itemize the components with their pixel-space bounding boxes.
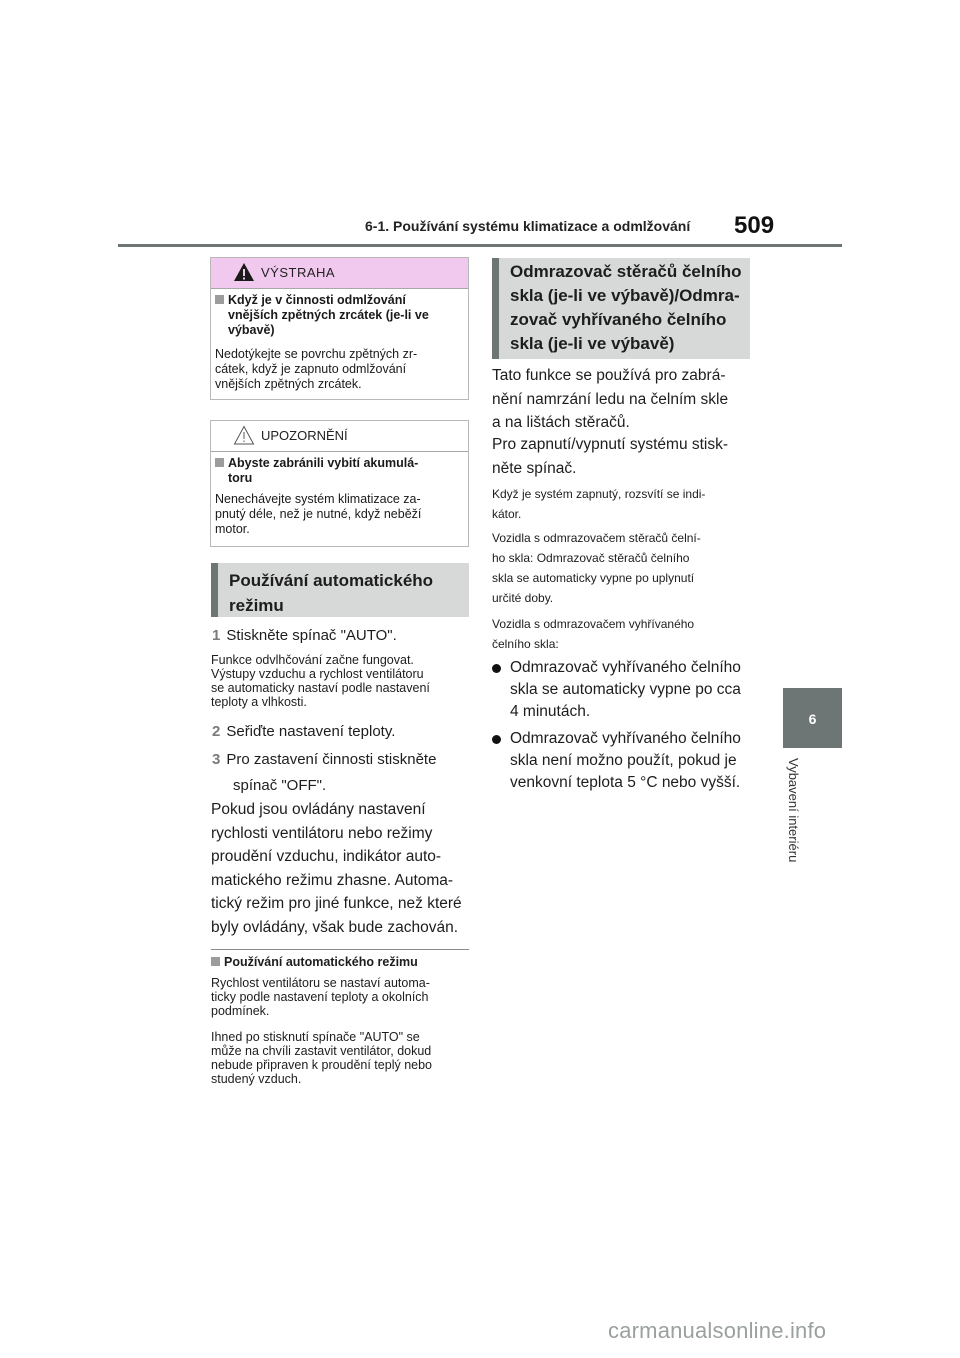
warning-box — [210, 257, 469, 400]
caution-title: UPOZORNĚNÍ — [261, 428, 348, 443]
sub-section-note-1: Rychlost ventilátoru se nastaví automa- ticky podle nastavení teploty a okolních podmínek. — [211, 976, 430, 1018]
section-title: 6-1. Používání systému klimatizace a odmlžování — [365, 218, 691, 234]
step-3: 3 Pro zastavení činnosti stiskněte spínač "OFF". — [212, 751, 437, 794]
step-1: 1 Stiskněte spínač "AUTO". — [212, 627, 397, 644]
caution-header — [211, 421, 468, 451]
warning-body: Nedotýkejte se povrchu zpětných zr- cátek, když je zapnuto odmlžování vnějších zpětných zrcátek. — [215, 347, 418, 391]
square-bullet-icon — [215, 458, 224, 467]
defroster-bullet-2: Odmrazovač vyhřívaného čelního skla není možno použít, pokud je venkovní teplota 5 °C nebo vyšší. — [510, 730, 741, 791]
caution-divider — [211, 451, 468, 452]
caution-body: Nenechávejte systém klimatizace za- pnutý déle, než je nutné, když neběží motor. — [215, 492, 422, 536]
bullet-dot-icon — [492, 735, 501, 744]
caution-subheading: Abyste zabránili vybití akumulá- toru — [215, 456, 467, 486]
header-rule — [118, 244, 842, 247]
defroster-paragraph-1: Tato funkce se používá pro zabrá- nění namrzání ledu na čelním skle a na lištách stěračů. — [492, 367, 729, 431]
warning-title: VÝSTRAHA — [261, 265, 336, 280]
chapter-title-text: Vybavení interiéru — [786, 758, 801, 863]
defroster-note-1: Když je systém zapnutý, rozsvítí se indi- kátor. — [492, 487, 706, 521]
watermark: carmanualsonline.info — [608, 1318, 827, 1343]
warning-triangle-outline-icon — [233, 425, 255, 445]
auto-mode-paragraph: Pokud jsou ovládány nastavení rychlosti ventilátoru nebo režimy proudění vzduchu, indikátor auto- matického režimu zhasne. Automa- tický režim pro jiné funkce, než které byly ovládány, však bude zachován. — [211, 801, 462, 936]
section-heading-defroster: Odmrazovač stěračů čelního skla (je-li ve výbavě)/Odmra- zovač vyhřívaného čelního skla (je-li ve výbavě) — [492, 258, 750, 359]
sub-section-heading: Používání automatického režimu — [211, 955, 418, 969]
defroster-paragraph-2: Pro zapnutí/vypnutí systému stisk- něte spínač. — [492, 436, 729, 477]
bullet-dot-icon — [492, 664, 501, 673]
square-bullet-icon — [215, 295, 224, 304]
warning-triangle-filled-icon — [233, 262, 255, 282]
section-heading-auto-mode: Používání automatického režimu — [211, 563, 469, 617]
defroster-note-3: Vozidla s odmrazovačem vyhřívaného čelního skla: — [492, 617, 695, 651]
sub-section-rule — [211, 949, 469, 950]
warning-subheading: Když je v činnosti odmlžování vnějších zpětných zrcátek (je-li ve výbavě) — [215, 293, 467, 338]
step-2: 2 Seřiďte nastavení teploty. — [212, 723, 396, 740]
warning-divider — [211, 288, 468, 289]
sub-section-note-2: Ihned po stisknutí spínače "AUTO" se může na chvíli zastavit ventilátor, dokud nebude připraven k proudění teplý nebo studený vzduch. — [211, 1030, 432, 1086]
chapter-number: 6 — [808, 711, 817, 727]
step-1-note: Funkce odvlhčování začne fungovat. Výstupy vzduchu a rychlost ventilátoru se automaticky nastaví podle nastavení teploty a vlhkosti. — [211, 653, 430, 709]
defroster-note-2: Vozidla s odmrazovačem stěračů čelní- ho skla: Odmrazovač stěračů čelního skla se automaticky vypne po uplynutí určité doby. — [492, 531, 701, 605]
square-bullet-icon — [211, 957, 220, 966]
defroster-bullet-1: Odmrazovač vyhřívaného čelního skla se automaticky vypne po cca 4 minutách. — [510, 659, 741, 720]
warning-header — [211, 258, 468, 288]
page-number: 509 — [734, 212, 775, 239]
chapter-title — [786, 758, 806, 888]
caution-box — [210, 420, 469, 547]
